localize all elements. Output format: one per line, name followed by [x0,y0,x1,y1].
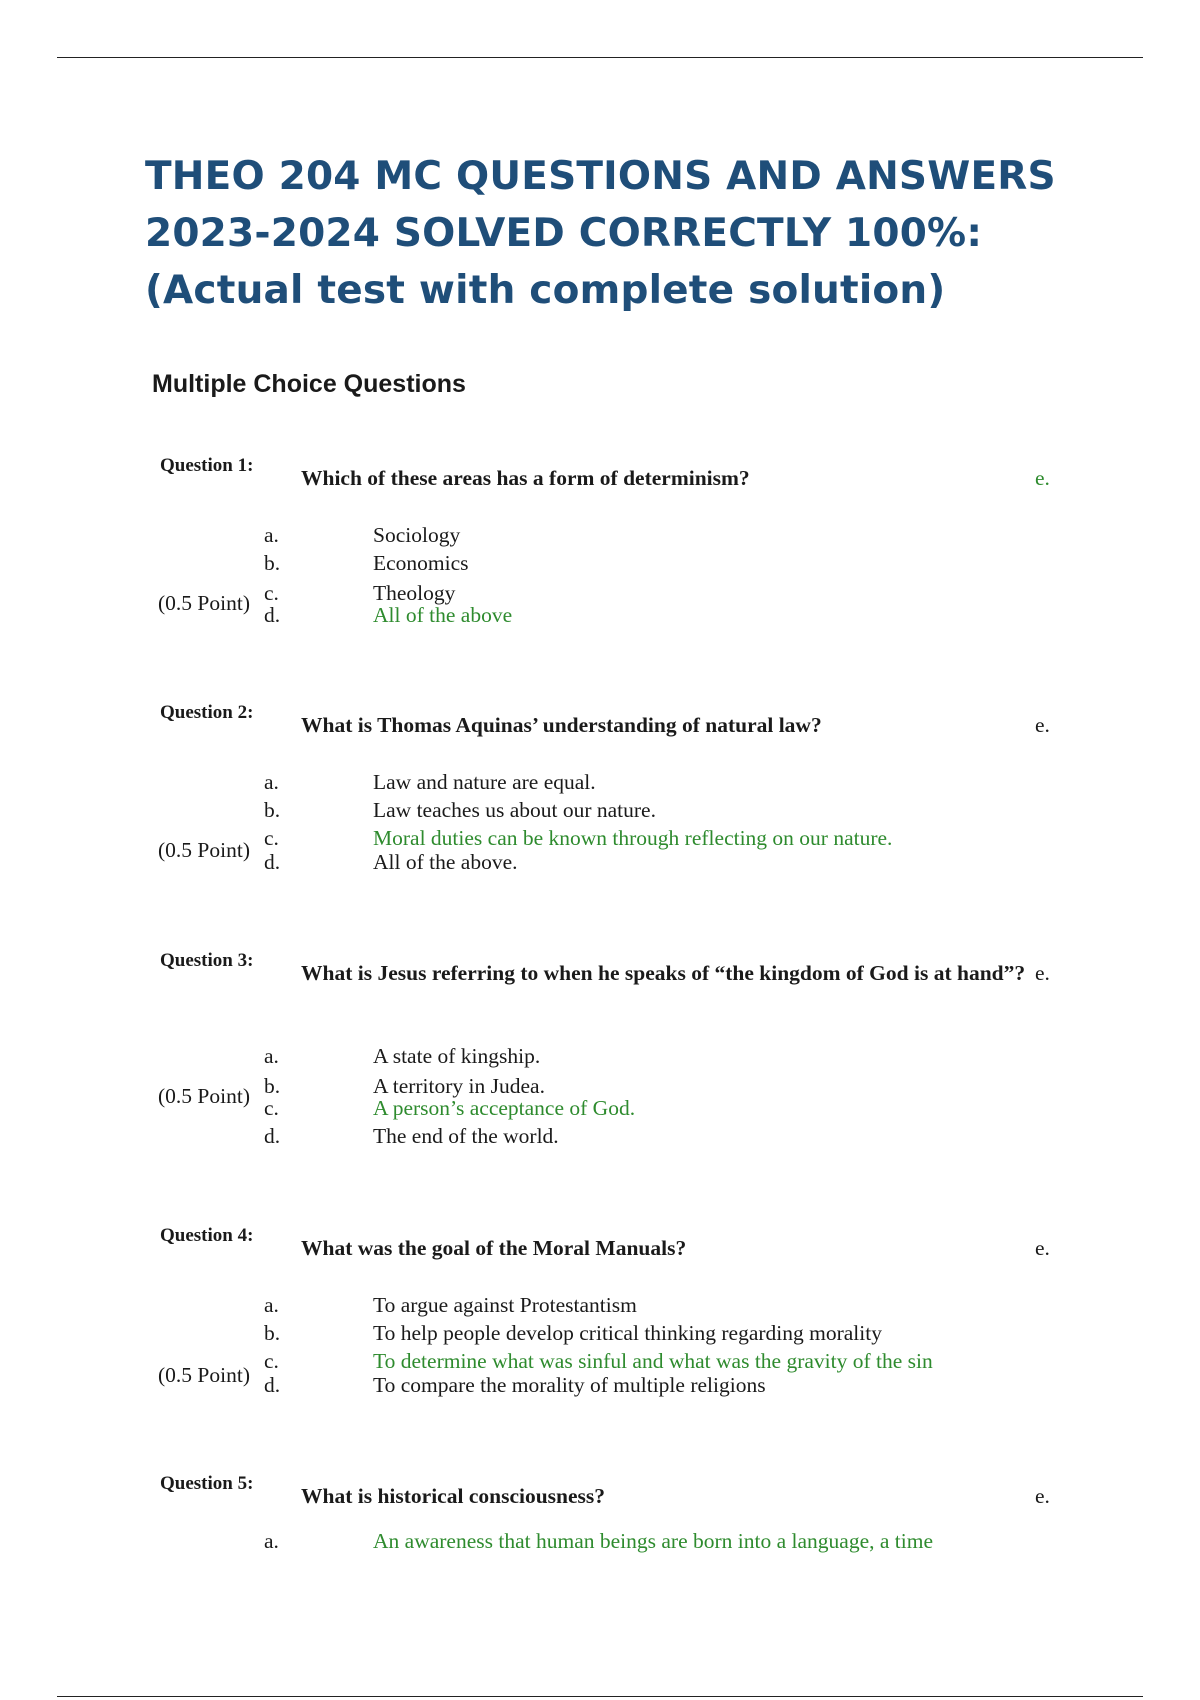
option-letter: c. [264,1096,279,1120]
correct-option-text: All of the above [373,603,513,627]
question-text: What was the goal of the Moral Manuals? [301,1236,687,1260]
option-text: To argue against Protestantism [373,1293,637,1317]
question-label: Question 2: [160,702,254,723]
option-letter: a. [264,1293,279,1317]
correct-option-text: An awareness that human beings are born into a language, a time [373,1529,934,1553]
title-line-3: (Actual test with complete solution) [145,268,946,313]
option-letter: a. [264,770,279,794]
option-text: All of the above. [373,850,518,874]
option-letter: a. [264,1529,279,1553]
option-letter: d. [264,603,281,627]
question-extra-option: e. [1035,466,1050,490]
option-letter: b. [264,798,281,822]
option-letter: a. [264,1044,279,1068]
correct-option-text: To determine what was sinful and what was the gravity of the sin [373,1349,933,1373]
points-label: (0.5 Point) [158,1363,250,1387]
option-letter: d. [264,1124,281,1148]
option-letter: c. [264,826,279,850]
option-text: Law and nature are equal. [373,770,596,794]
option-text: Economics [373,551,469,575]
option-text: To compare the morality of multiple religions [373,1373,766,1397]
option-text: Theology [373,581,456,605]
correct-option-text: A person’s acceptance of God. [373,1096,636,1120]
question-label: Question 3: [160,950,254,971]
title-line-2: 2023-2024 SOLVED CORRECTLY 100%: [145,211,983,256]
question-extra-option: e. [1035,1484,1050,1508]
option-letter: b. [264,1074,281,1098]
top-rule [57,57,1143,58]
bottom-rule [57,1696,1143,1697]
option-letter: a. [264,523,279,547]
question-extra-option: e. [1035,1236,1050,1260]
question-text: What is Jesus referring to when he speaks of “the kingdom of God is at hand”? [301,961,1026,985]
option-text: To help people develop critical thinking regarding morality [373,1321,882,1345]
option-letter: c. [264,581,279,605]
option-text: The end of the world. [373,1124,559,1148]
question-label: Question 5: [160,1473,254,1494]
option-text: Law teaches us about our nature. [373,798,656,822]
option-text: A state of kingship. [373,1044,541,1068]
question-text: What is Thomas Aquinas’ understanding of natural law? [301,713,822,737]
correct-option-text: Moral duties can be known through reflecting on our nature. [373,826,893,850]
question-label: Question 4: [160,1225,254,1246]
option-letter: b. [264,551,281,575]
option-text: Sociology [373,523,461,547]
section-heading: Multiple Choice Questions [152,370,466,398]
title-line-1: THEO 204 MC QUESTIONS AND ANSWERS [145,154,1056,199]
option-letter: c. [264,1349,279,1373]
points-label: (0.5 Point) [158,591,250,615]
question-extra-option: e. [1035,961,1050,985]
option-letter: d. [264,850,281,874]
option-letter: d. [264,1373,281,1397]
question-text: Which of these areas has a form of determinism? [301,466,750,490]
points-label: (0.5 Point) [158,1084,250,1108]
question-extra-option: e. [1035,713,1050,737]
question-label: Question 1: [160,455,254,476]
question-text: What is historical consciousness? [301,1484,606,1508]
option-text: A territory in Judea. [373,1074,545,1098]
points-label: (0.5 Point) [158,838,250,862]
document-title [145,148,1125,319]
option-letter: b. [264,1321,281,1345]
